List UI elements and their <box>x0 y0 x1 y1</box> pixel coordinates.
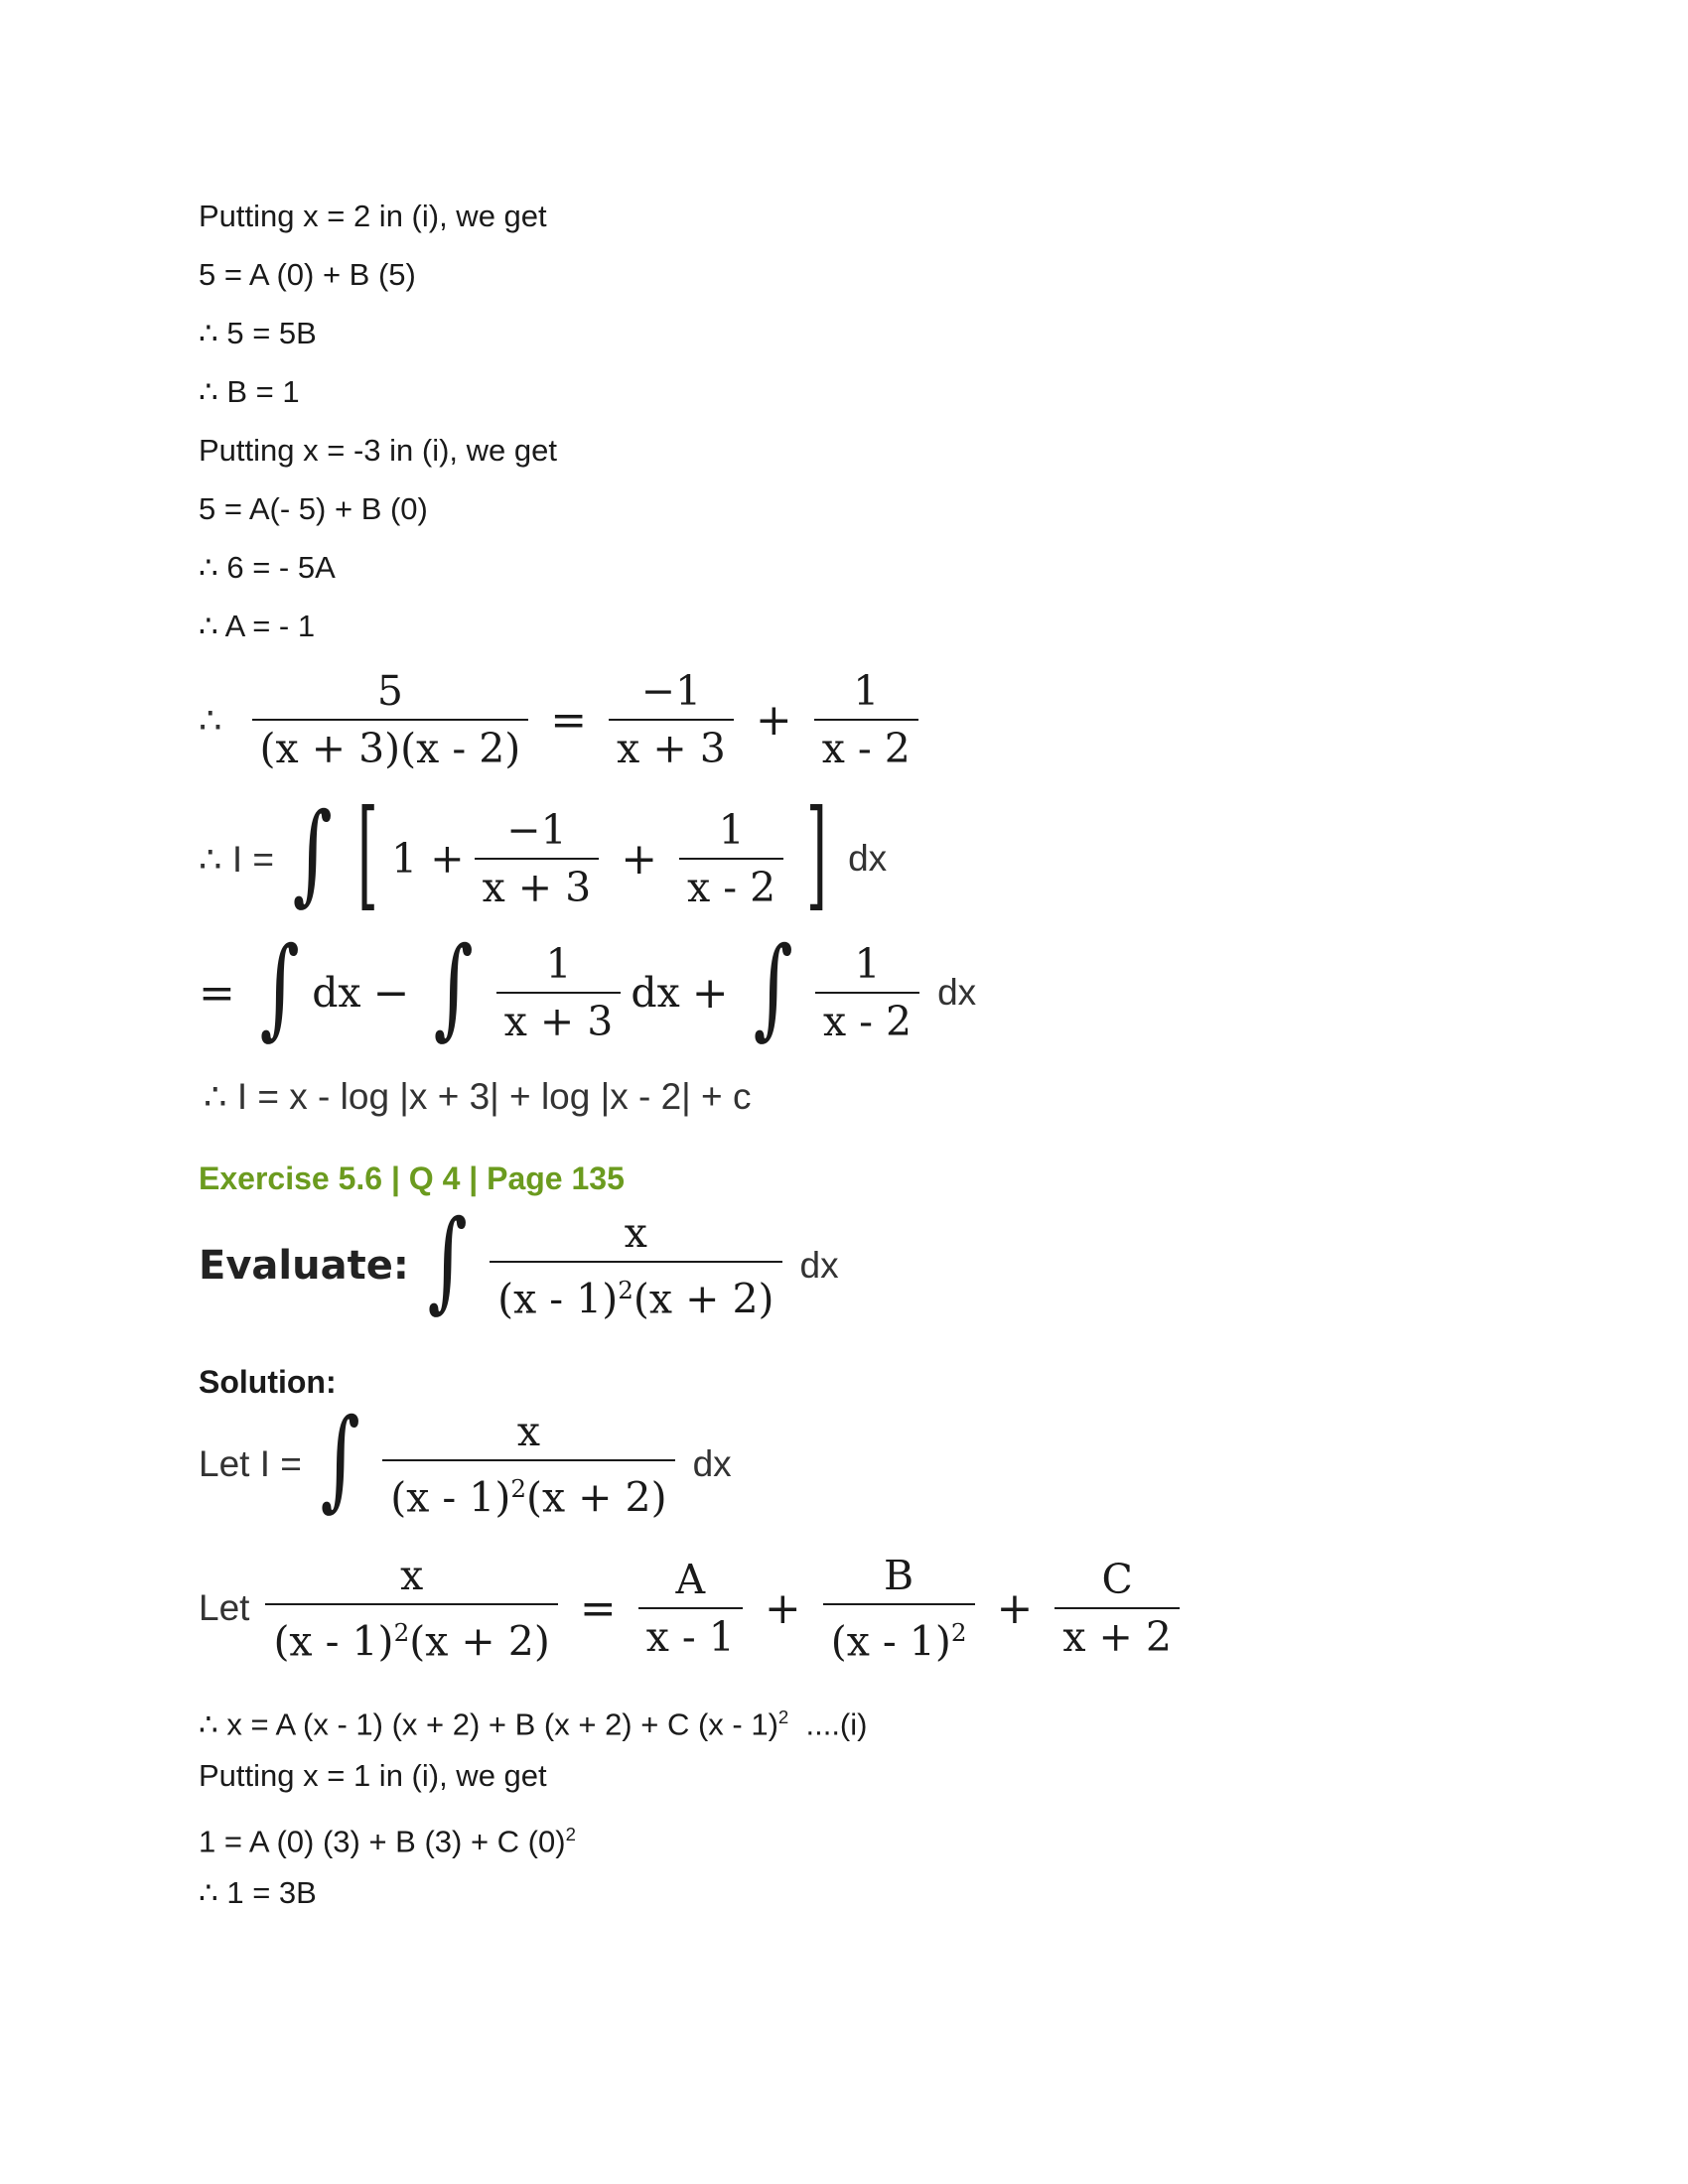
text-line: ∴ A = - 1 <box>199 609 316 643</box>
minus-sign: − <box>372 967 410 1019</box>
text-line: Putting x = 2 in (i), we get <box>199 199 547 233</box>
denominator: x - 1 <box>645 1613 735 1661</box>
denominator: x + 2 <box>1062 1613 1173 1661</box>
let-partial-fractions <box>199 1544 1190 1673</box>
integral-sign: ∫ <box>259 923 300 1050</box>
denominator: (x - 1)$^2$ <box>830 1617 967 1666</box>
fraction <box>252 663 529 776</box>
result-line: ∴ I = x - log |x + 3| + log |x - 2| + c <box>204 1076 752 1117</box>
denominator: x - 2 <box>822 998 913 1045</box>
integral-sign: ∫ <box>427 1196 468 1323</box>
integral-sign: ∫ <box>292 789 333 916</box>
numerator: −1 <box>506 806 567 854</box>
plus-sign: + <box>691 967 729 1019</box>
numerator: B <box>884 1551 914 1599</box>
denominator: x + 3 <box>503 998 614 1045</box>
plus-sign: + <box>755 694 792 746</box>
equals-sign: = <box>550 694 588 746</box>
equals-sign: = <box>579 1582 617 1634</box>
text-line: ∴ 1 = 3B <box>199 1875 317 1910</box>
right-bracket: ] <box>806 785 828 923</box>
fraction <box>638 1552 743 1665</box>
fraction <box>679 802 783 915</box>
equation-integral-bracket <box>199 785 888 923</box>
text-line: 1 = A (0) (3) + B (3) + C $(0)^2$ <box>199 1824 576 1859</box>
fraction <box>496 936 622 1049</box>
let-label: Let <box>199 1587 250 1628</box>
numerator: x <box>624 1208 647 1257</box>
denominator: x + 3 <box>482 864 592 911</box>
differential: dx <box>937 972 977 1013</box>
exercise-heading: Exercise 5.6 | Q 4 | Page 135 <box>199 1160 625 1196</box>
let-label: Let I = <box>199 1443 302 1484</box>
fraction <box>265 1548 557 1670</box>
let-integral <box>199 1395 732 1529</box>
equals-sign: = <box>199 967 235 1019</box>
denominator: (x - 1)$^2$(x + 2) <box>390 1473 667 1522</box>
evaluate-question <box>199 1196 839 1330</box>
numerator: −1 <box>640 667 702 715</box>
numerator: 1 <box>545 940 572 988</box>
plus-sign: + <box>621 833 658 885</box>
text-line: ∴ 6 = - 5A <box>199 550 336 585</box>
denominator: (x - 1)$^2$(x + 2) <box>273 1617 550 1666</box>
numerator: x <box>516 1407 540 1455</box>
denominator: x + 3 <box>617 725 726 772</box>
text-line: 5 = A (0) + B (5) <box>199 257 416 292</box>
equation-partial-fractions <box>199 660 928 779</box>
fraction <box>490 1205 781 1327</box>
denominator: (x - 1)$^2$(x + 2) <box>497 1275 774 1323</box>
numerator: C <box>1101 1556 1133 1603</box>
text-line: ∴ 5 = 5B <box>199 316 317 350</box>
denominator: (x + 3)(x - 2) <box>259 725 521 772</box>
fraction <box>815 936 919 1049</box>
integral-sign: ∫ <box>320 1395 360 1522</box>
fraction <box>382 1404 674 1526</box>
numerator: x <box>400 1551 424 1599</box>
integral-sign: ∫ <box>434 923 475 1050</box>
equation-i: ∴ x = A (x - 1) (x + 2) + B (x + 2) + C (x - 1)$^2$ ....(i) <box>199 1706 868 1742</box>
text-line: Putting x = 1 in (i), we get <box>199 1758 547 1793</box>
differential: dx <box>692 1443 732 1484</box>
equation-split-integrals <box>199 923 977 1057</box>
plus-sign: + <box>764 1582 801 1634</box>
integral-prefix: ∴ I = <box>199 838 274 880</box>
integral-sign: ∫ <box>753 923 793 1050</box>
plus-sign: + <box>996 1582 1034 1634</box>
numerator: 1 <box>854 940 881 988</box>
numerator: 5 <box>376 667 403 715</box>
text-line: ∴ B = 1 <box>199 374 300 409</box>
differential: dx <box>799 1245 839 1286</box>
solution-label: Solution: <box>199 1364 337 1400</box>
fraction <box>475 802 600 915</box>
evaluate-label: Evaluate: <box>199 1243 409 1289</box>
text-line: 5 = A(- 5) + B (0) <box>199 491 428 526</box>
fraction <box>814 663 918 776</box>
differential: dx <box>312 969 361 1017</box>
fraction <box>823 1548 975 1670</box>
fraction <box>1055 1552 1180 1665</box>
text-line: Putting x = -3 in (i), we get <box>199 433 557 468</box>
denominator: x - 2 <box>687 864 776 911</box>
numerator: 1 <box>853 667 880 715</box>
numerator: 1 <box>718 806 745 854</box>
term-one: 1 + <box>391 835 465 883</box>
differential: dx <box>631 969 680 1017</box>
denominator: x - 2 <box>821 725 911 772</box>
differential: dx <box>848 838 888 879</box>
therefore-symbol: ∴ <box>199 699 222 741</box>
fraction <box>609 663 734 776</box>
numerator: A <box>675 1556 706 1603</box>
left-bracket: [ <box>357 785 379 923</box>
